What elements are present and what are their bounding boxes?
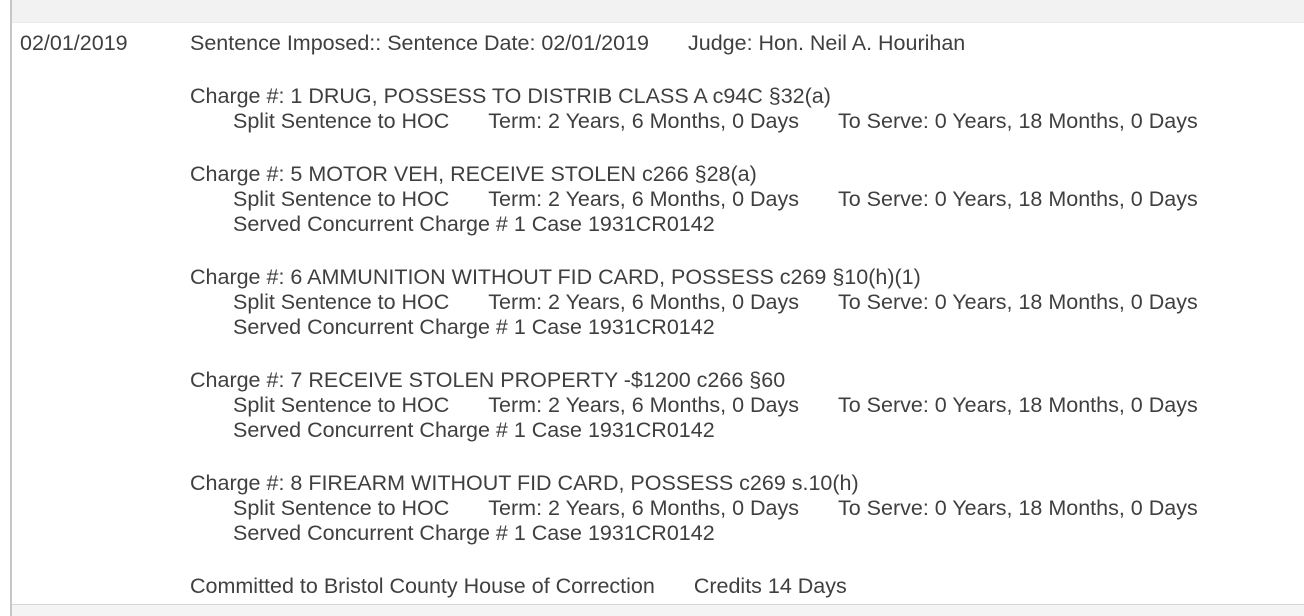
charge-block-7 — [190, 368, 1304, 443]
served-concurrent-line: Served Concurrent Charge # 1 Case 1931CR0142 — [233, 418, 715, 442]
term-text: Term: 2 Years, 6 Months, 0 Days — [488, 109, 799, 133]
term-text: Term: 2 Years, 6 Months, 0 Days — [488, 187, 799, 211]
charge-block-5 — [190, 162, 1304, 237]
charge-title: Charge #: 5 MOTOR VEH, RECEIVE STOLEN c266 §28(a) — [190, 162, 757, 186]
sentence-imposed-text: Sentence Imposed:: Sentence Date: 02/01/2019 — [190, 31, 649, 55]
committed-line — [190, 574, 1304, 599]
charge-block-6 — [190, 265, 1304, 340]
term-text: Term: 2 Years, 6 Months, 0 Days — [488, 496, 799, 520]
sentence-type-text: Split Sentence to HOC — [233, 187, 450, 211]
sentence-imposed-line — [190, 31, 1304, 56]
charge-title: Charge #: 8 FIREARM WITHOUT FID CARD, POSSESS c269 s.10(h) — [190, 471, 859, 495]
to-serve-text: To Serve: 0 Years, 18 Months, 0 Days — [837, 290, 1198, 314]
charge-sentence-line — [190, 290, 1304, 315]
charge-title: Charge #: 1 DRUG, POSSESS TO DISTRIB CLASS A c94C §32(a) — [190, 84, 831, 108]
sentence-type-text: Split Sentence to HOC — [233, 496, 450, 520]
term-text: Term: 2 Years, 6 Months, 0 Days — [488, 290, 799, 314]
charge-sentence-line — [190, 393, 1304, 418]
charge-title: Charge #: 7 RECEIVE STOLEN PROPERTY -$1200 c266 §60 — [190, 368, 786, 392]
next-row-shade — [12, 604, 1304, 616]
docket-entry-row — [12, 24, 1304, 599]
charge-sentence-line — [190, 496, 1304, 521]
committed-text: Committed to Bristol County House of Correction — [190, 574, 655, 598]
entry-body — [190, 24, 1304, 599]
served-concurrent-line: Served Concurrent Charge # 1 Case 1931CR0142 — [233, 212, 715, 236]
credits-text: Credits 14 Days — [693, 574, 847, 598]
judge-text: Judge: Hon. Neil A. Hourihan — [687, 31, 966, 55]
charge-sentence-line — [190, 187, 1304, 212]
term-text: Term: 2 Years, 6 Months, 0 Days — [488, 393, 799, 417]
charge-title: Charge #: 6 AMMUNITION WITHOUT FID CARD, POSSESS c269 §10(h)(1) — [190, 265, 921, 289]
sentence-type-text: Split Sentence to HOC — [233, 393, 450, 417]
charge-sentence-line — [190, 109, 1304, 134]
to-serve-text: To Serve: 0 Years, 18 Months, 0 Days — [837, 187, 1198, 211]
served-concurrent-line: Served Concurrent Charge # 1 Case 1931CR0142 — [233, 315, 715, 339]
sentence-type-text: Split Sentence to HOC — [233, 109, 450, 133]
to-serve-text: To Serve: 0 Years, 18 Months, 0 Days — [837, 496, 1198, 520]
previous-row-shade — [12, 0, 1304, 23]
sentence-type-text: Split Sentence to HOC — [233, 290, 450, 314]
charge-block-8 — [190, 471, 1304, 546]
served-concurrent-line: Served Concurrent Charge # 1 Case 1931CR0142 — [233, 521, 715, 545]
entry-date: 02/01/2019 — [20, 31, 128, 55]
charge-block-1 — [190, 84, 1304, 134]
to-serve-text: To Serve: 0 Years, 18 Months, 0 Days — [837, 393, 1198, 417]
to-serve-text: To Serve: 0 Years, 18 Months, 0 Days — [837, 109, 1198, 133]
